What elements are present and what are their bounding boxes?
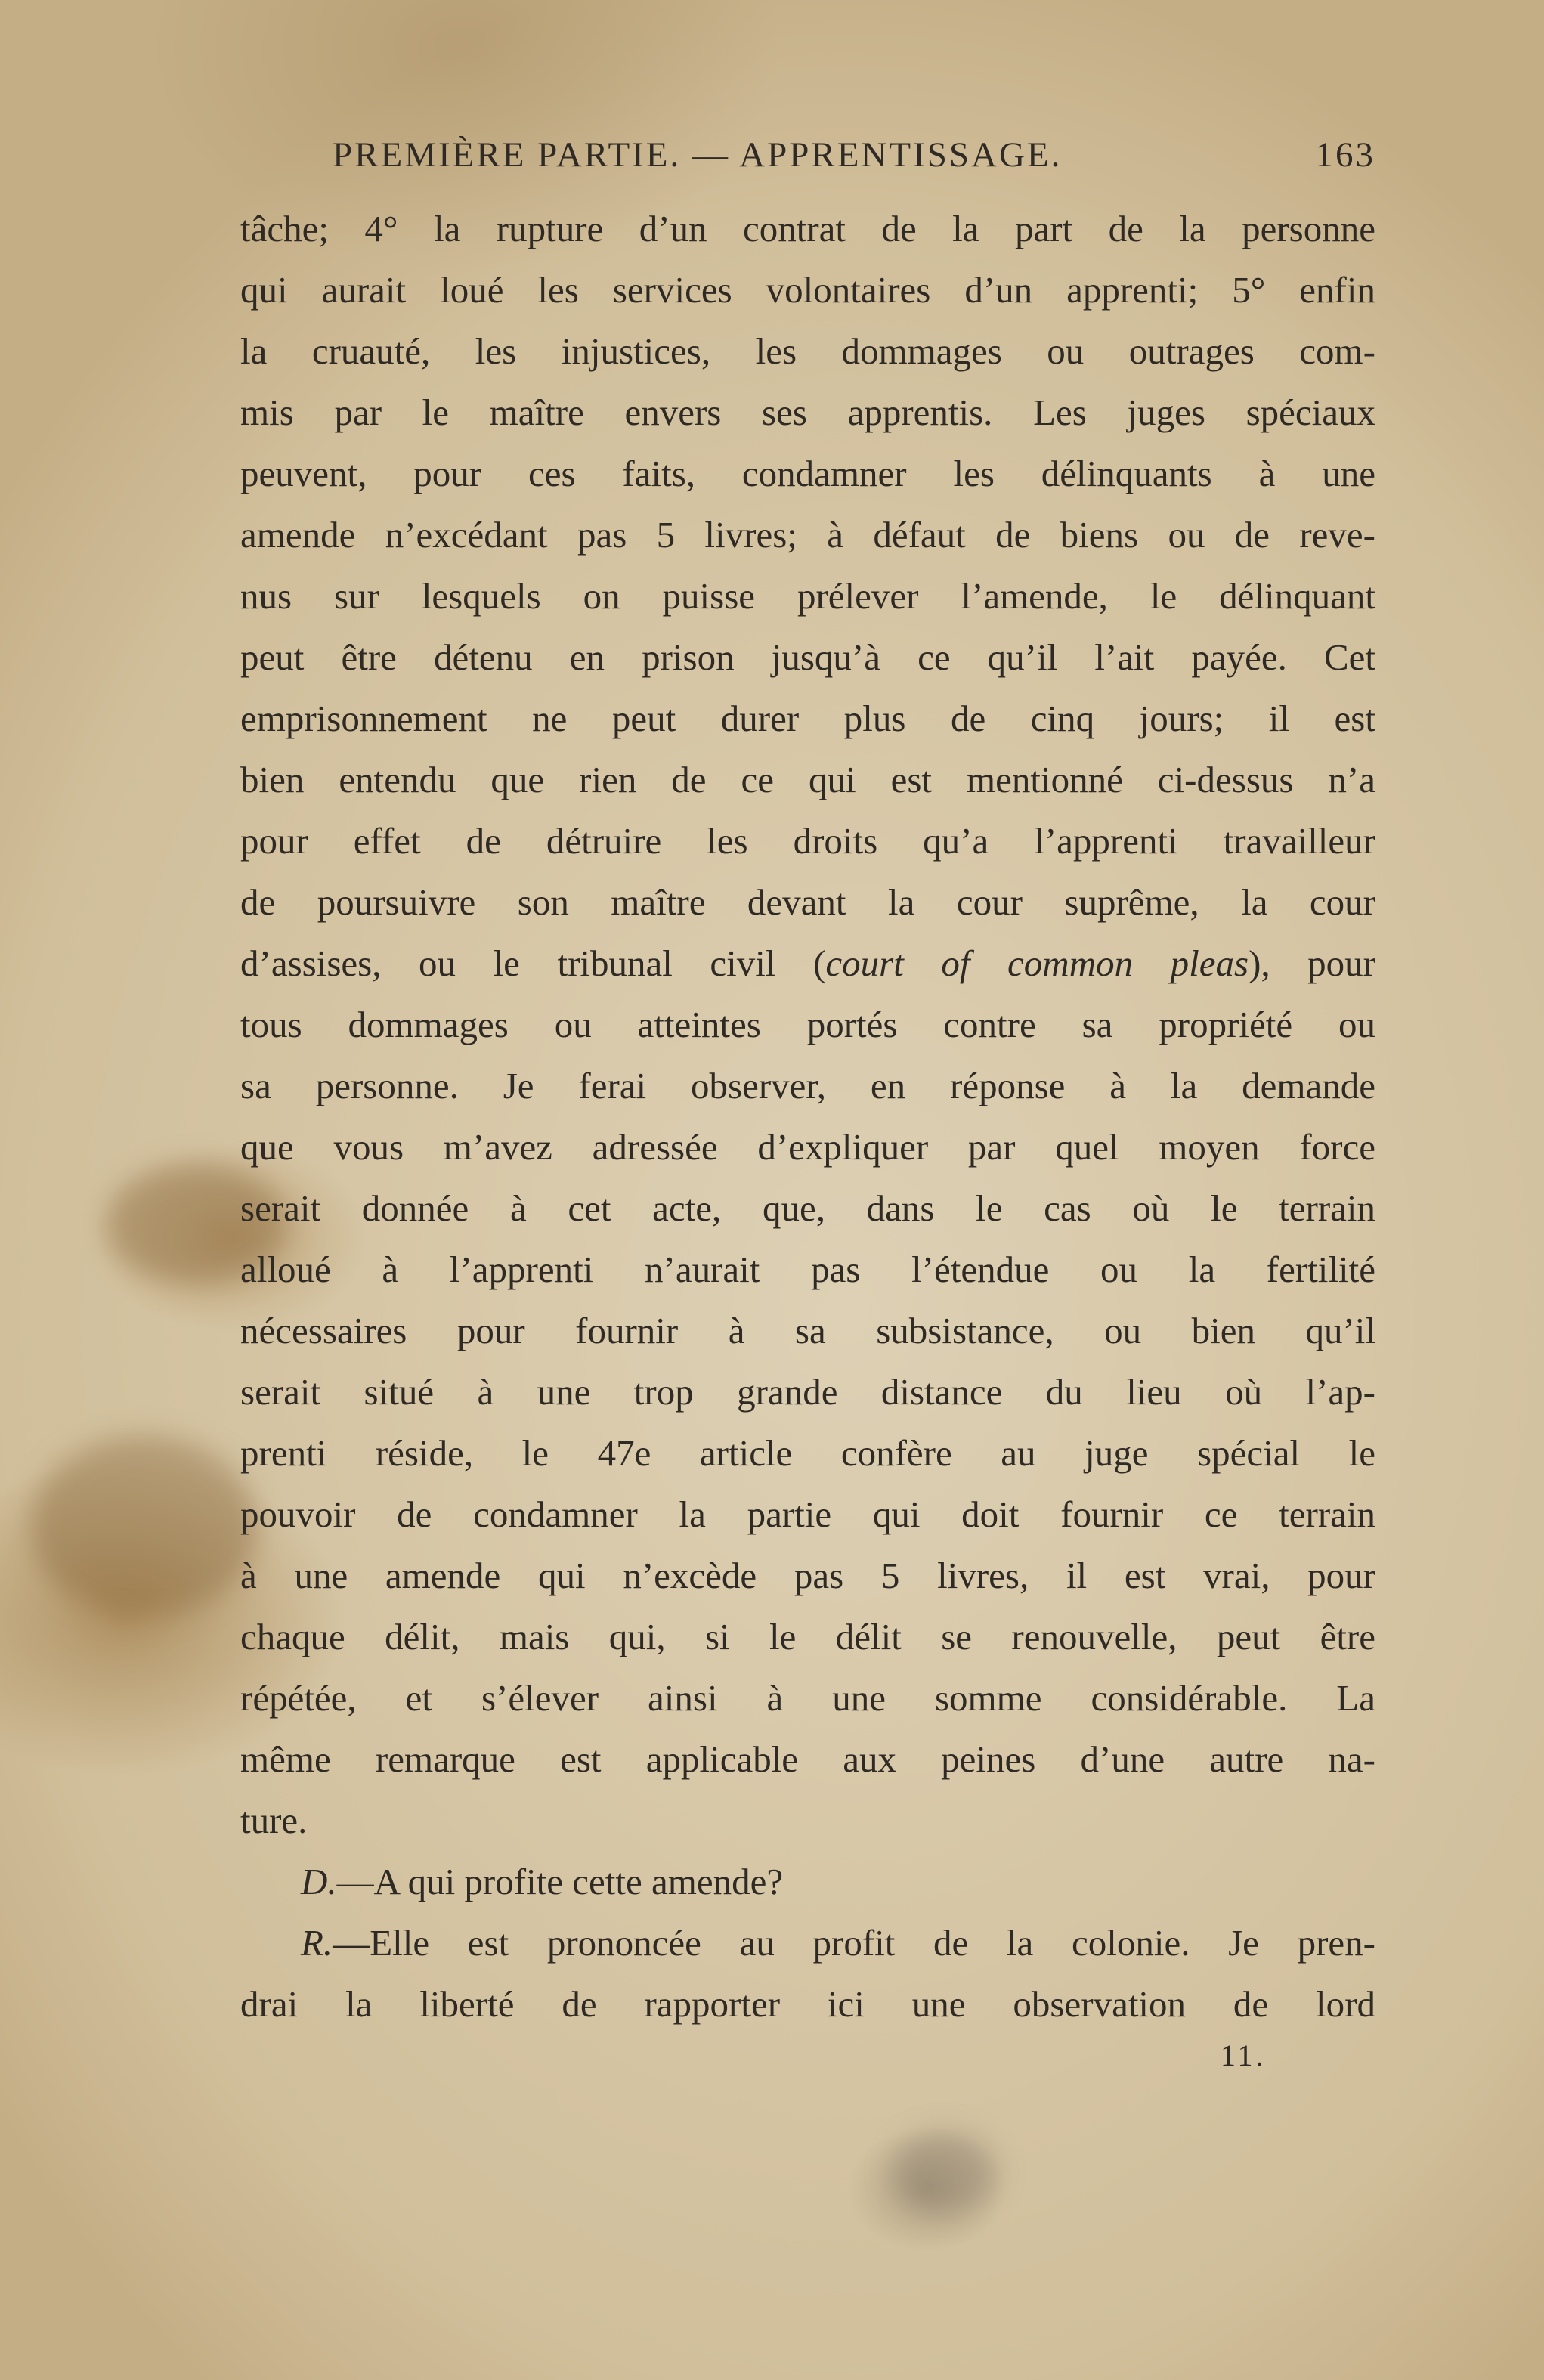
- water-stain: [892, 2131, 998, 2214]
- question-text: —A qui profite cette amende?: [336, 1861, 784, 1902]
- running-head-title: PREMIÈRE PARTIE. — APPRENTISSAGE.: [333, 135, 1063, 175]
- italic-term: court of common pleas: [825, 942, 1249, 984]
- text-line: chaque délit, mais qui, si le délit se renouvelle, peut être: [240, 1616, 1375, 1657]
- question-speaker: D.: [301, 1861, 337, 1902]
- text-segment: d’assises, ou le tribunal civil (: [240, 942, 826, 984]
- text-line: alloué à l’apprenti n’aurait pas l’étendue ou la fertilité: [240, 1249, 1375, 1290]
- text-line: la cruauté, les injustices, les dommages ou outrages com-: [240, 330, 1375, 372]
- text-line: même remarque est applicable aux peines d’une autre na-: [240, 1738, 1375, 1780]
- body-text: [240, 198, 1375, 2035]
- text-line: pour effet de détruire les droits qu’a l’apprenti travailleur: [240, 820, 1375, 862]
- text-line: qui aurait loué les services volontaires d’un apprenti; 5° enfin: [240, 269, 1375, 311]
- answer-text: —Elle est prononcée au profit de la colonie. Je pren-: [333, 1922, 1375, 1964]
- text-line: sa personne. Je ferai observer, en réponse à la demande: [240, 1065, 1375, 1106]
- signature-mark: 11.: [1221, 2038, 1267, 2072]
- running-head: [333, 132, 1375, 178]
- text-line: tâche; 4° la rupture d’un contrat de la part de la personne: [240, 208, 1375, 249]
- text-line: nus sur lesquels on puisse prélever l’amende, le délinquant: [240, 575, 1375, 617]
- text-segment: ), pour: [1249, 942, 1375, 984]
- text-line: ture.: [240, 1800, 308, 1841]
- text-line: nécessaires pour fournir à sa subsistance, ou bien qu’il: [240, 1310, 1375, 1351]
- page-number: 163: [1315, 135, 1375, 175]
- text-line: peut être détenu en prison jusqu’à ce qu’il l’ait payée. Cet: [240, 636, 1375, 678]
- text-line: emprisonnement ne peut durer plus de cinq jours; il est: [240, 698, 1375, 739]
- text-line: que vous m’avez adressée d’expliquer par quel moyen force: [240, 1126, 1375, 1168]
- question-line: [240, 1851, 1375, 1912]
- text-line-with-italic: [240, 933, 1375, 994]
- text-line: à une amende qui n’excède pas 5 livres, il est vrai, pour: [240, 1555, 1375, 1596]
- water-stain: [30, 1436, 257, 1617]
- text-line: drai la liberté de rapporter ici une observation de lord: [240, 1983, 1375, 2025]
- text-line: de poursuivre son maître devant la cour suprême, la cour: [240, 881, 1375, 923]
- text-line: mis par le maître envers ses apprentis. Les juges spéciaux: [240, 392, 1375, 433]
- text-line: tous dommages ou atteintes portés contre sa propriété ou: [240, 1004, 1375, 1045]
- text-line: pouvoir de condamner la partie qui doit fournir ce terrain: [240, 1493, 1375, 1535]
- text-line: amende n’excédant pas 5 livres; à défaut de biens ou de reve-: [240, 514, 1375, 556]
- text-line: serait situé à une trop grande distance du lieu où l’ap-: [240, 1371, 1375, 1413]
- text-line: peuvent, pour ces faits, condamner les délinquants à une: [240, 453, 1375, 494]
- text-line: répétée, et s’élever ainsi à une somme considérable. La: [240, 1677, 1375, 1719]
- text-line: prenti réside, le 47e article confère au juge spécial le: [240, 1432, 1375, 1474]
- answer-line: [240, 1912, 1375, 1973]
- text-line: bien entendu que rien de ce qui est mentionné ci-dessus n’a: [240, 759, 1375, 800]
- text-line: serait donnée à cet acte, que, dans le cas où le terrain: [240, 1187, 1375, 1229]
- answer-speaker: R.: [301, 1922, 333, 1964]
